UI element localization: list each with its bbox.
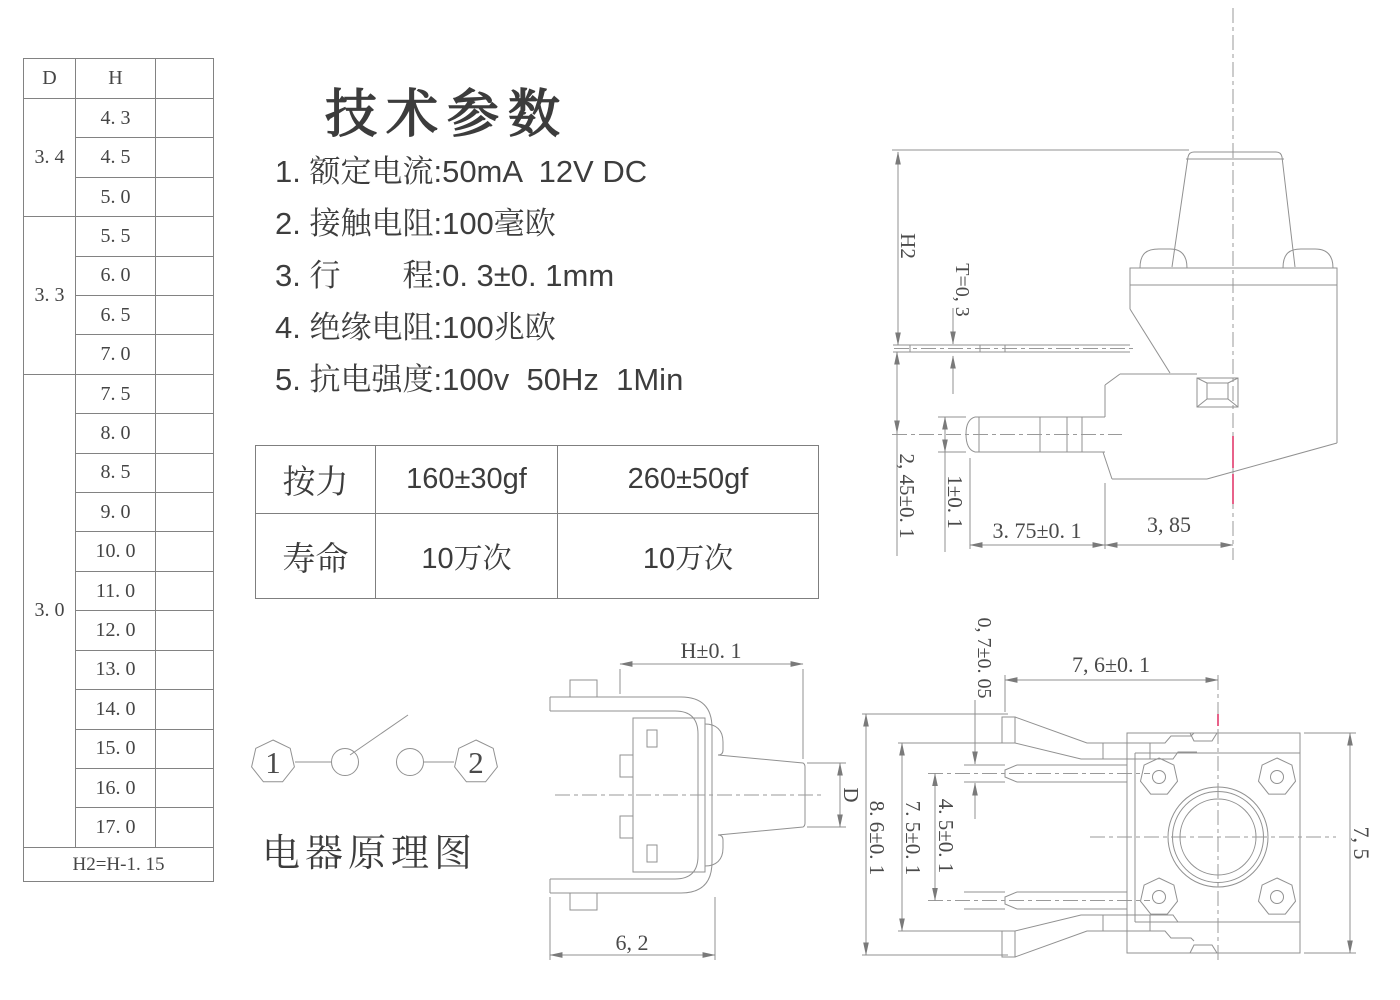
rivet bbox=[1141, 878, 1178, 914]
dh-d-value: 3. 4 bbox=[24, 99, 76, 217]
dim-label-t: T=0, 3 bbox=[951, 263, 973, 317]
dh-h-value: 8. 5 bbox=[76, 453, 156, 492]
flange-bump-left bbox=[1140, 249, 1187, 268]
dh-h-value: 11. 0 bbox=[76, 571, 156, 610]
dim-label-07: 0, 7±0. 05 bbox=[973, 617, 995, 699]
table-row bbox=[256, 514, 819, 599]
dim-label-76: 7, 6±0. 1 bbox=[1071, 652, 1151, 677]
base-plate bbox=[1127, 733, 1300, 953]
terminal-2-number: 2 bbox=[468, 745, 484, 780]
dh-table bbox=[23, 58, 214, 882]
dim-label-h: H±0. 1 bbox=[680, 638, 742, 663]
table-row bbox=[24, 217, 214, 256]
bent-leg-and-pin-top bbox=[928, 717, 1197, 782]
dim-label-45: 4. 5±0. 1 bbox=[934, 798, 958, 874]
dim-label-385: 3, 85 bbox=[1147, 512, 1191, 537]
dh-header-row bbox=[24, 59, 214, 99]
dh-h-value: 12. 0 bbox=[76, 611, 156, 650]
dh-h-value: 13. 0 bbox=[76, 650, 156, 689]
flange-bump-bottom bbox=[705, 835, 723, 866]
circuit-schematic bbox=[240, 695, 510, 807]
tech-param-item: 5. 抗电强度:100v 50Hz 1Min bbox=[275, 362, 684, 397]
dh-header-h: H bbox=[76, 59, 156, 99]
dh-h-value: 4. 5 bbox=[76, 138, 156, 177]
dh-h-value: 15. 0 bbox=[76, 729, 156, 768]
dh-h-value: 14. 0 bbox=[76, 690, 156, 729]
table-row bbox=[256, 446, 819, 514]
flange-bump-right bbox=[1283, 249, 1333, 268]
dh-footer-formula: H2=H-1. 15 bbox=[24, 848, 214, 882]
dh-h-value: 6. 0 bbox=[76, 256, 156, 295]
back-view-drawing bbox=[860, 600, 1400, 1000]
schematic-caption: 电器原理图 bbox=[262, 833, 478, 875]
dim-label-86: 8. 6±0. 1 bbox=[865, 800, 889, 876]
tech-param-item: 4. 绝缘电阻:100兆欧 bbox=[275, 310, 556, 345]
dh-h-value: 4. 3 bbox=[76, 99, 156, 138]
dim-label-75-left: 7. 5±0. 1 bbox=[901, 800, 925, 876]
contact-dot-left bbox=[332, 749, 359, 776]
dh-d-value: 3. 0 bbox=[24, 374, 76, 847]
dim-label-1: 1±0. 1 bbox=[943, 475, 967, 529]
dh-header-empty bbox=[156, 59, 214, 99]
contact-dot-right bbox=[397, 749, 424, 776]
mount-tab-top bbox=[570, 680, 597, 697]
bottom-boss-inner bbox=[1207, 383, 1228, 399]
page-title: 技术参数 bbox=[325, 86, 570, 144]
dh-h-value: 17. 0 bbox=[76, 808, 156, 848]
dh-h-value: 10. 0 bbox=[76, 532, 156, 571]
dh-h-value: 8. 0 bbox=[76, 414, 156, 453]
table-row bbox=[24, 99, 214, 138]
bent-leg-and-pin-bottom bbox=[928, 892, 1197, 957]
dh-h-value: 6. 5 bbox=[76, 296, 156, 335]
tech-params-list bbox=[275, 146, 683, 406]
tech-param-item: 2. 接触电阻:100毫欧 bbox=[275, 206, 556, 241]
dim-label-h2: H2 bbox=[896, 233, 920, 259]
rivet bbox=[1259, 878, 1296, 914]
tech-param-item: 3. 行 程:0. 3±0. 1mm bbox=[275, 258, 615, 293]
tech-param-item: 1. 额定电流:50mA 12V DC bbox=[275, 154, 648, 189]
dim-label-75-right: 7, 5 bbox=[1349, 826, 1374, 860]
table-row bbox=[24, 374, 214, 413]
side-view-drawing bbox=[880, 0, 1400, 578]
dim-label-245: 2, 45±0. 1 bbox=[895, 453, 919, 539]
flange-bump-top bbox=[705, 724, 723, 755]
dh-h-value: 16. 0 bbox=[76, 768, 156, 807]
front-view-drawing bbox=[530, 630, 863, 982]
mount-tab-bottom bbox=[570, 893, 597, 910]
dh-h-value: 5. 5 bbox=[76, 217, 156, 256]
dim-label-d: D bbox=[839, 787, 863, 803]
dh-d-value: 3. 3 bbox=[24, 217, 76, 375]
dh-h-value: 7. 5 bbox=[76, 374, 156, 413]
spec-life-label: 寿命 bbox=[256, 514, 376, 599]
switch-body-back bbox=[1127, 733, 1300, 953]
spec-force-value-1: 160±30gf bbox=[376, 446, 558, 514]
rivet bbox=[1141, 758, 1178, 794]
dh-h-value: 9. 0 bbox=[76, 493, 156, 532]
dh-h-value: 5. 0 bbox=[76, 177, 156, 216]
spec-life-value-2: 10万次 bbox=[558, 514, 819, 599]
dh-footer-row bbox=[24, 848, 214, 882]
spec-table bbox=[255, 445, 819, 599]
switch-lever bbox=[350, 715, 408, 755]
spec-force-label: 按力 bbox=[256, 446, 376, 514]
spec-life-value-1: 10万次 bbox=[376, 514, 558, 599]
dh-h-value: 7. 0 bbox=[76, 335, 156, 374]
dim-label-62: 6, 2 bbox=[615, 930, 649, 955]
dh-header-d: D bbox=[24, 59, 76, 99]
rivet bbox=[1259, 758, 1296, 794]
spec-force-value-2: 260±50gf bbox=[558, 446, 819, 514]
terminal-1-number: 1 bbox=[265, 745, 281, 780]
dim-label-375: 3. 75±0. 1 bbox=[992, 518, 1082, 543]
